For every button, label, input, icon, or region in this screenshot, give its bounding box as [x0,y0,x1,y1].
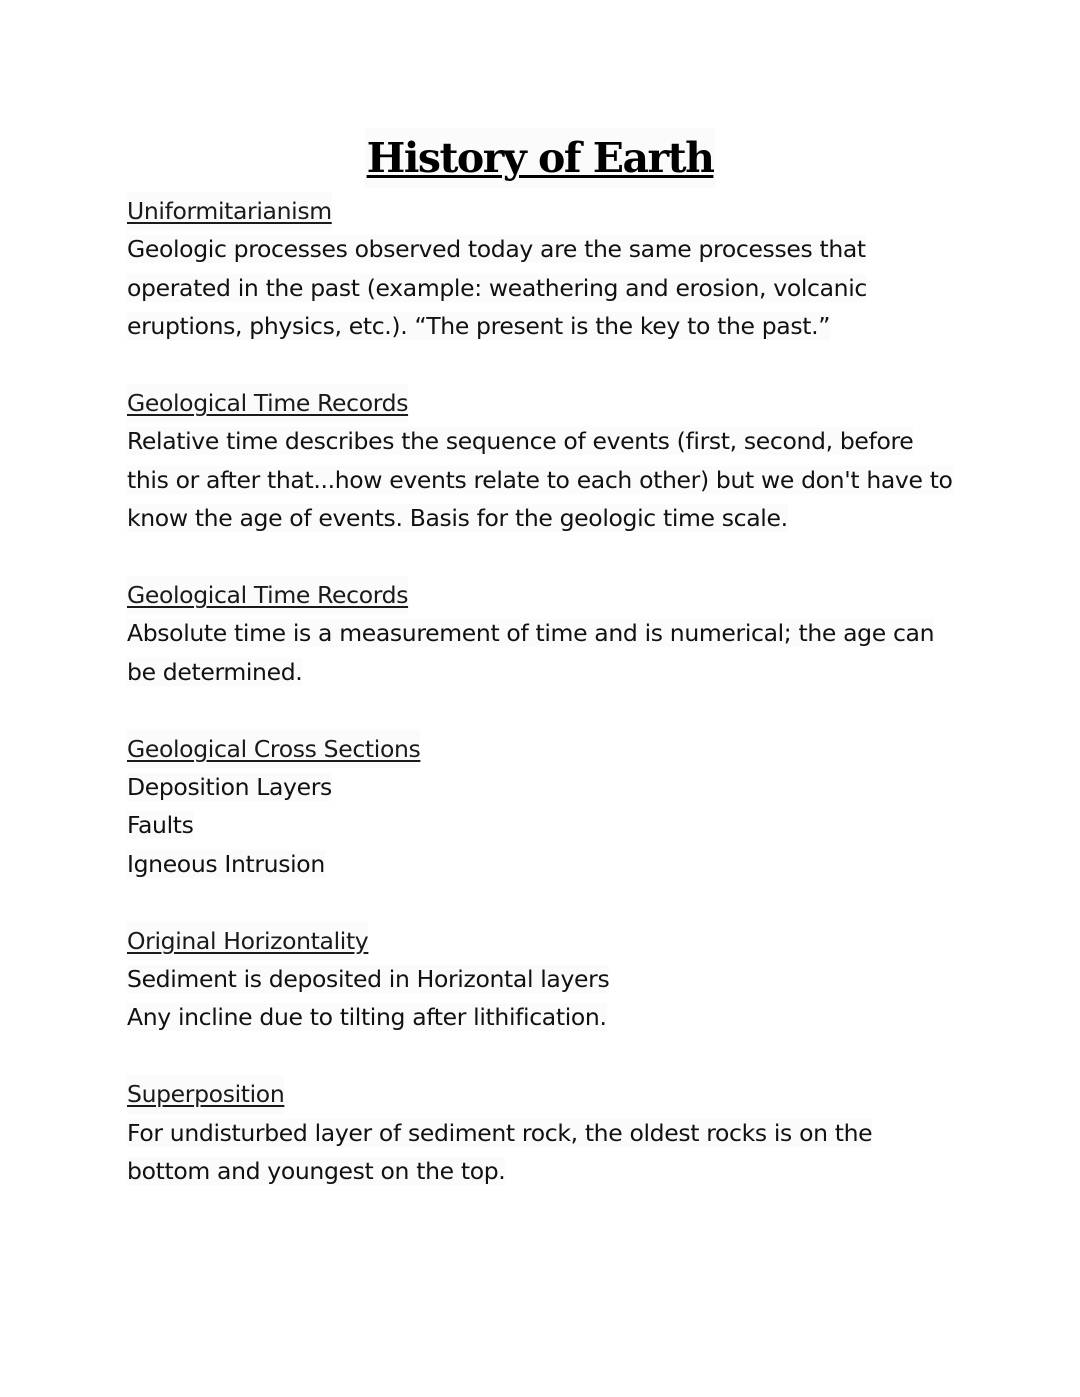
section-uniformitarianism [127,192,1007,346]
paragraph-line: Absolute time is a measurement of time and is numerical; the age can [127,619,935,648]
paragraph-line: be determined. [127,657,303,686]
paragraph-line: For undisturbed layer of sediment rock, the oldest rocks is on the [127,1118,873,1147]
paragraph-line: Sediment is deposited in Horizontal layers [127,965,610,994]
paragraph-line: bottom and youngest on the top. [127,1157,506,1186]
section-heading: Uniformitarianism [127,192,332,230]
list-item: Faults [127,811,194,840]
paragraph-line: Geologic processes observed today are the same processes that [127,235,866,264]
section-superposition [127,1075,1007,1190]
section-original-horizontality [127,922,1007,1037]
section-cross-sections [127,730,1007,884]
section-heading: Geological Time Records [127,384,408,422]
section-heading: Geological Time Records [127,576,408,614]
document-body [127,192,1007,1229]
title-container [0,128,1080,188]
section-heading: Original Horizontality [127,922,368,960]
paragraph-line: eruptions, physics, etc.). “The present is the key to the past.” [127,312,831,341]
paragraph-line: know the age of events. Basis for the geologic time scale. [127,504,788,533]
paragraph-line: Relative time describes the sequence of events (first, second, before [127,427,914,456]
list-item: Igneous Intrusion [127,849,325,878]
section-heading: Geological Cross Sections [127,730,420,768]
paragraph-line: this or after that...how events relate to each other) but we don't have to [127,465,953,494]
paragraph-line: operated in the past (example: weathering and erosion, volcanic [127,273,867,302]
list-item: Deposition Layers [127,773,332,802]
section-heading: Superposition [127,1075,284,1113]
section-relative-time [127,384,1007,538]
document-title: History of Earth [365,128,716,188]
section-absolute-time [127,576,1007,691]
paragraph-line: Any incline due to tilting after lithification. [127,1003,607,1032]
